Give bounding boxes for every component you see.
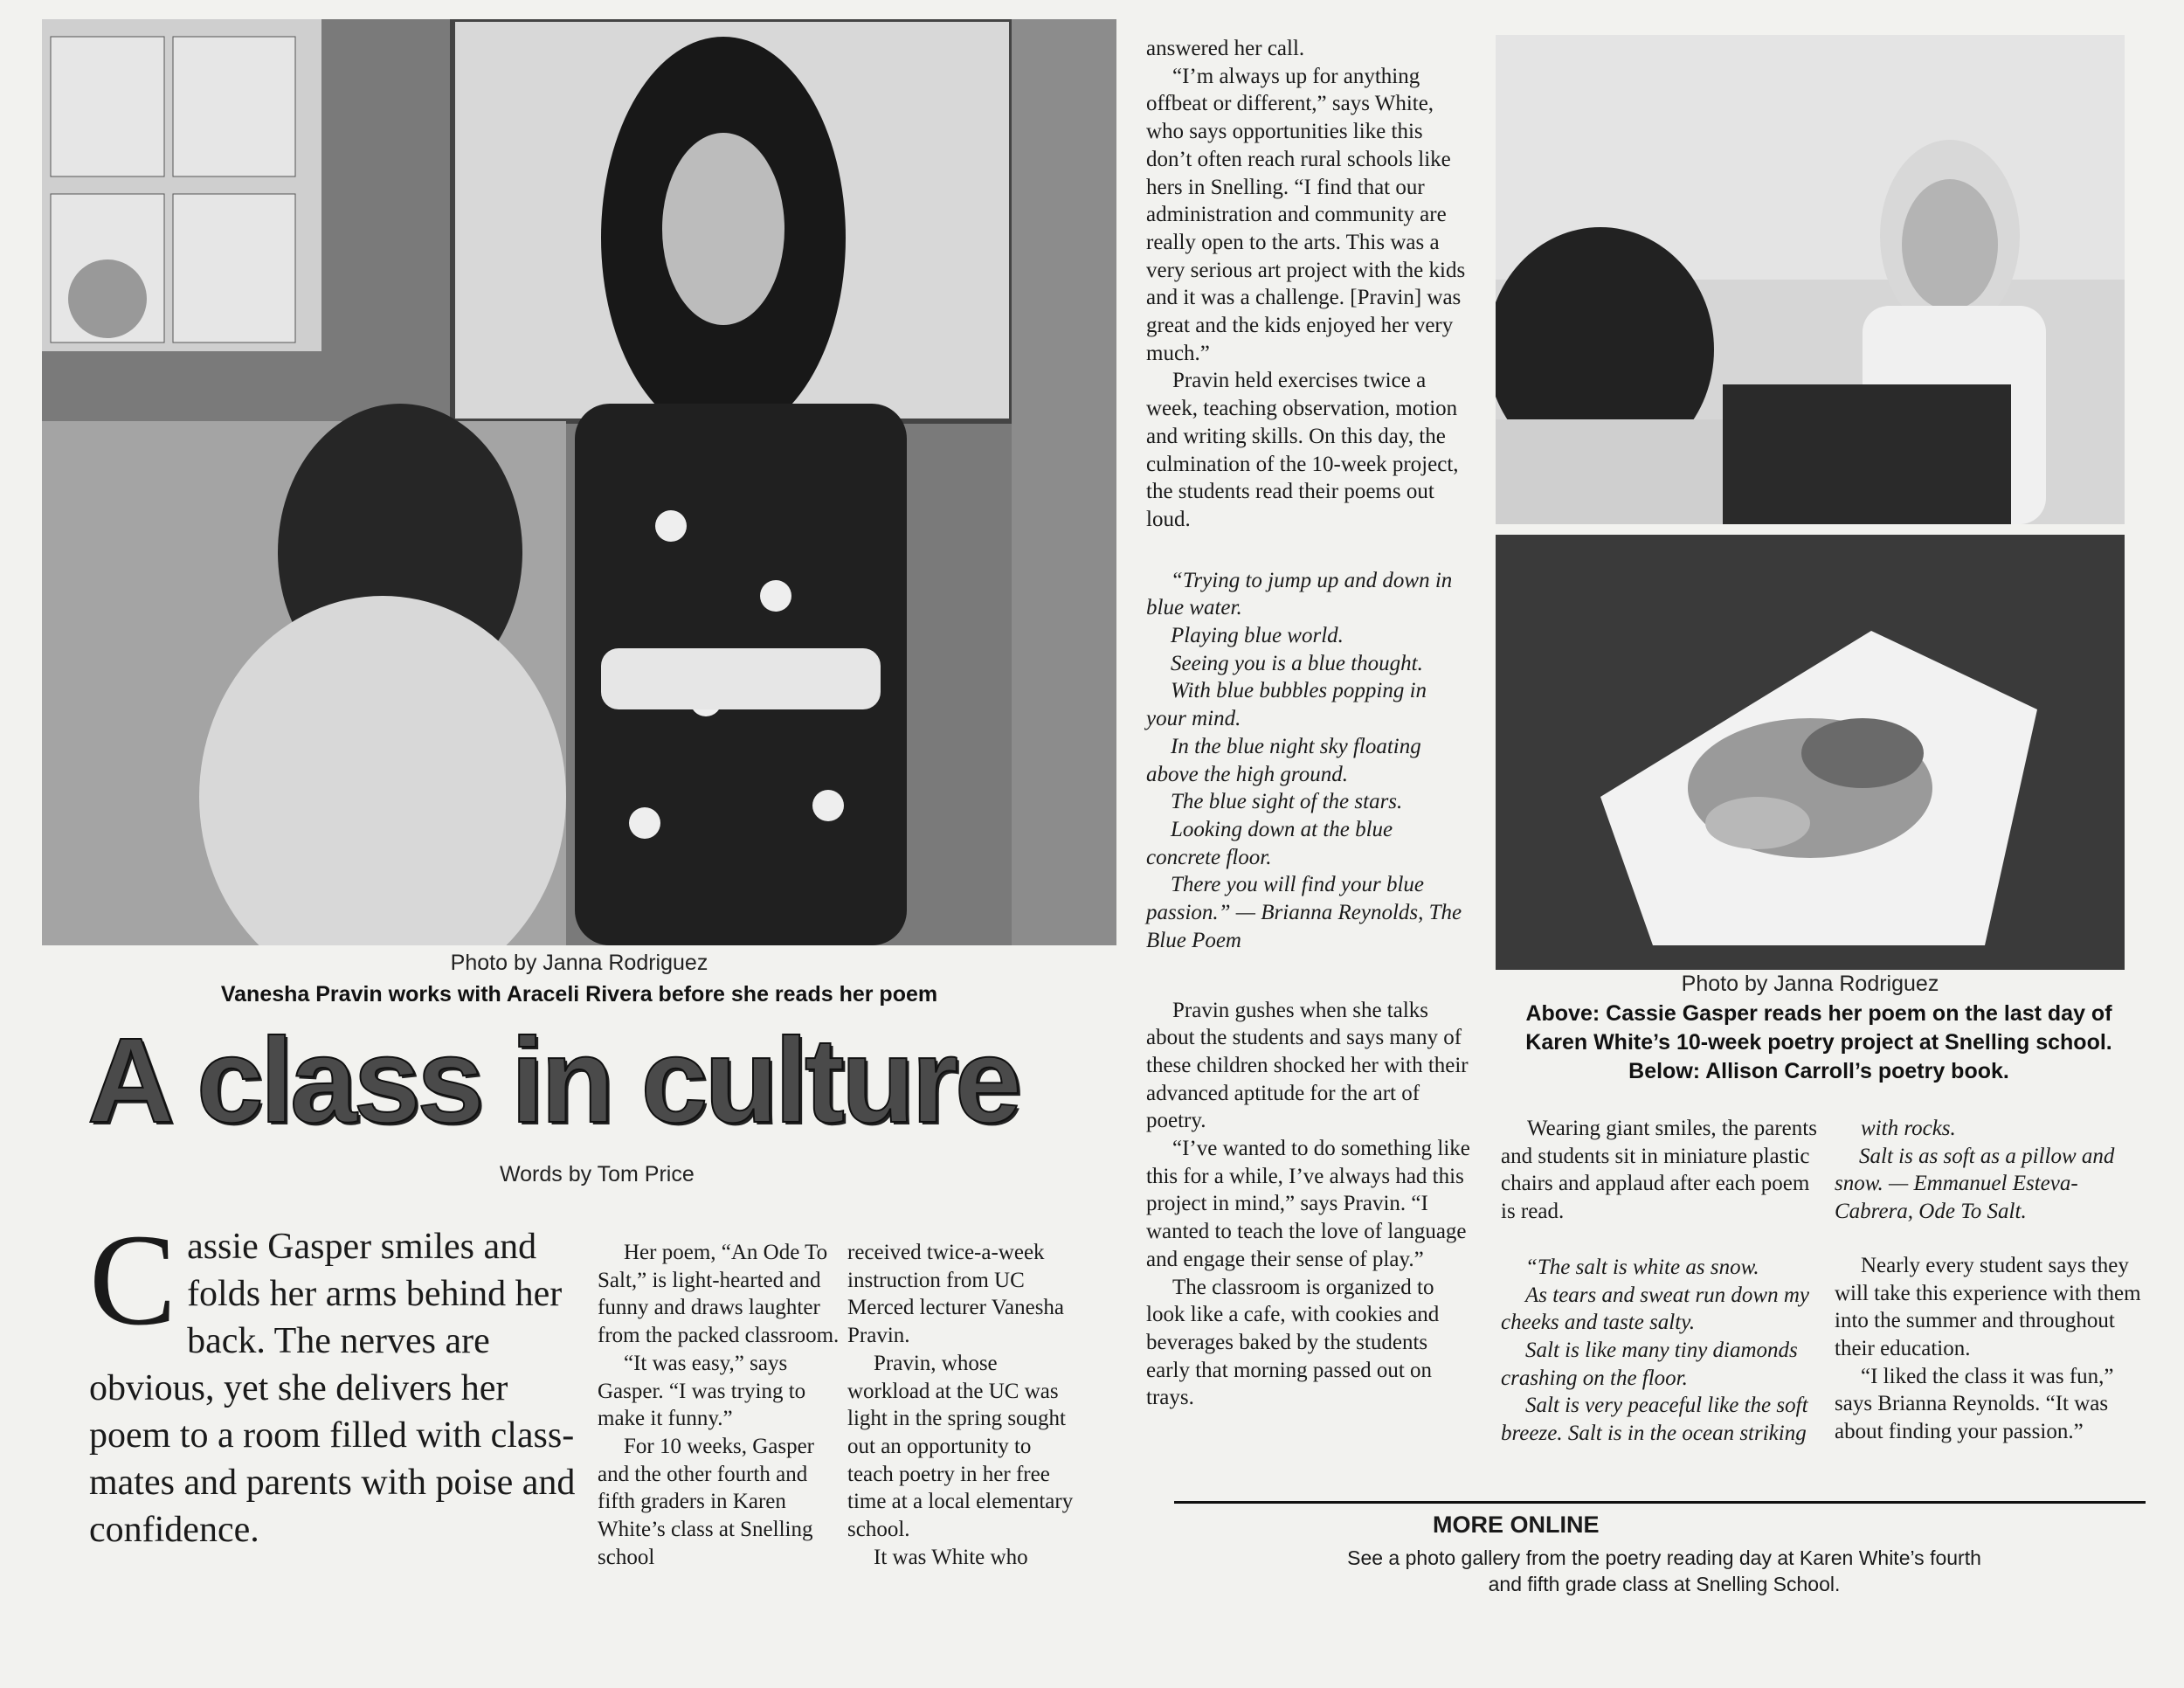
col5-body — [1835, 1252, 2142, 1446]
col1-paragraph-3: For 10 weeks, Gasper and the other fourth and fifth graders in Karen White’s class at Snelling school — [598, 1434, 815, 1569]
col3-paragraph-2: “I’m always up for anything offbeat or different,” says White, who says opportunities like this don’t often reach rural schools like hers in Snelling. “I find that our administration and community are really open to the arts. This was a very serious art project with the kids and it was a challenge. [Pravin] was great and the kids enjoyed her very much.” — [1146, 64, 1466, 365]
lede-paragraph — [89, 1207, 578, 1553]
poem2-line-1: “The salt is white as snow. — [1525, 1255, 1759, 1279]
col2-paragraph-1: received twice-a-week instruction from UC Merced lecturer Vanesha Pravin. — [847, 1241, 1065, 1348]
poem1-line-7: Looking down at the blue concrete floor. — [1146, 817, 1393, 869]
more-online-text: See a photo gallery from the poetry reading day at Karen White’s fourth and fifth grade class at Snelling School. — [1347, 1546, 1981, 1595]
poem2-line-2: As tears and sweat run down my cheeks and taste salty. — [1501, 1283, 1809, 1335]
headline: A class in culture — [87, 1013, 1019, 1148]
poem-blue-poem — [1146, 567, 1471, 955]
col3-lower — [1146, 997, 1471, 1413]
article-column-5 — [1835, 1115, 2142, 1446]
col4-paragraph-1: Wearing giant smiles, the parents and students sit in miniature plastic chairs and applaud after each poem is read. — [1501, 1117, 1817, 1224]
poem1-line-5: In the blue night sky floating above the high ground. — [1146, 734, 1421, 786]
more-online-title: MORE ONLINE — [1433, 1512, 1600, 1538]
main-photo-credit: Photo by Janna Rodriguez — [450, 951, 708, 975]
col3-paragraph-4: Pravin gushes when she talks about the students and says many of these children shocked her with their advanced aptitude for the art of poetry. — [1146, 998, 1469, 1133]
poem2-cont-line-2: Salt is as soft as a pillow and snow. — Emmanuel Esteva-Cabrera, Ode To Salt. — [1835, 1144, 2115, 1224]
byline: Words by Tom Price — [500, 1162, 695, 1186]
col1-paragraph-1: Her poem, “An Ode To Salt,” is light-hearted and funny and draws laughter from the packed classroom. — [598, 1241, 840, 1348]
article-column-2 — [847, 1239, 1076, 1571]
lede-text: assie Gasper smiles and folds her arms behind her back. The nerves are obvious, yet she delivers her poem to a room filled with class-mates and parents with poise and confidence. — [89, 1227, 576, 1550]
poem2-line-3: Salt is like many tiny diamonds crashing on the floor. — [1501, 1338, 1798, 1390]
col5-paragraph-2: “I liked the class it was fun,” says Brianna Reynolds. “It was about finding your passion.” — [1835, 1364, 2114, 1444]
poetry-book-photo — [1496, 535, 2125, 970]
classroom-photo-illustration — [42, 19, 1116, 945]
poem2-cont-line-1: with rocks. — [1861, 1117, 1956, 1140]
col2-paragraph-2: Pravin, whose workload at the UC was light in the spring sought out an opportunity to teach poetry in her free time at a local elementary school. — [847, 1351, 1074, 1542]
article-column-3 — [1146, 35, 1471, 1412]
more-online-rule — [1174, 1501, 2146, 1504]
article-column-4 — [1501, 1115, 1826, 1448]
main-photo — [42, 19, 1116, 945]
col3-paragraph-6: The classroom is organized to look like a cafe, with cookies and beverages baked by the students early that morning passed out on trays. — [1146, 1275, 1440, 1410]
poem-ode-to-salt — [1501, 1254, 1826, 1448]
col3-paragraph-3: Pravin held exercises twice a week, teaching observation, motion and writing skills. On this day, the culmination of the 10-week project, the students read their poems out loud. — [1146, 369, 1459, 531]
poem2-line-4: Salt is very peaceful like the soft breeze. Salt is in the ocean striking — [1501, 1394, 1808, 1446]
poem1-line-6: The blue sight of the stars. — [1171, 790, 1403, 814]
poem1-line-3: Seeing you is a blue thought. — [1171, 651, 1423, 675]
col3-paragraph-5: “I’ve wanted to do something like this for a while, I’ve always had this project in mind,” says Pravin. “I wanted to teach the love of language and engage their sense of play.” — [1146, 1137, 1470, 1271]
poem1-line-2: Playing blue world. — [1171, 624, 1344, 648]
right-photo-credit: Photo by Janna Rodriguez — [1681, 972, 1939, 996]
drop-cap: C — [89, 1207, 177, 1352]
reading-photo — [1496, 35, 2125, 524]
right-photo-caption: Above: Cassie Gasper reads her poem on the last day of Karen White’s 10-week poetry project at Snelling school. Below: Allison Carroll’s poetry book. — [1525, 1001, 2112, 1083]
poem-ode-to-salt-continued — [1835, 1115, 2142, 1226]
poem1-line-4: With blue bubbles popping in your mind. — [1146, 679, 1427, 731]
poem1-line-1: “Trying to jump up and down in blue water. — [1146, 568, 1453, 620]
col2-paragraph-3: It was White who — [874, 1545, 1028, 1569]
article-column-1 — [598, 1239, 844, 1571]
student-reading-illustration — [1496, 35, 2125, 524]
poetry-book-illustration — [1496, 535, 2125, 970]
col1-paragraph-2: “It was easy,” says Gasper. “I was trying to make it funny.” — [598, 1351, 806, 1431]
col5-paragraph-1: Nearly every student says they will take this experience with them into the summer and throughout their education. — [1835, 1253, 2141, 1360]
col3-paragraph-1: answered her call. — [1146, 37, 1305, 60]
main-photo-caption: Vanesha Pravin works with Araceli Rivera before she reads her poem — [220, 982, 938, 1007]
poem1-line-8: There you will find your blue passion.” — Brianna Reynolds, The Blue Poem — [1146, 873, 1462, 952]
